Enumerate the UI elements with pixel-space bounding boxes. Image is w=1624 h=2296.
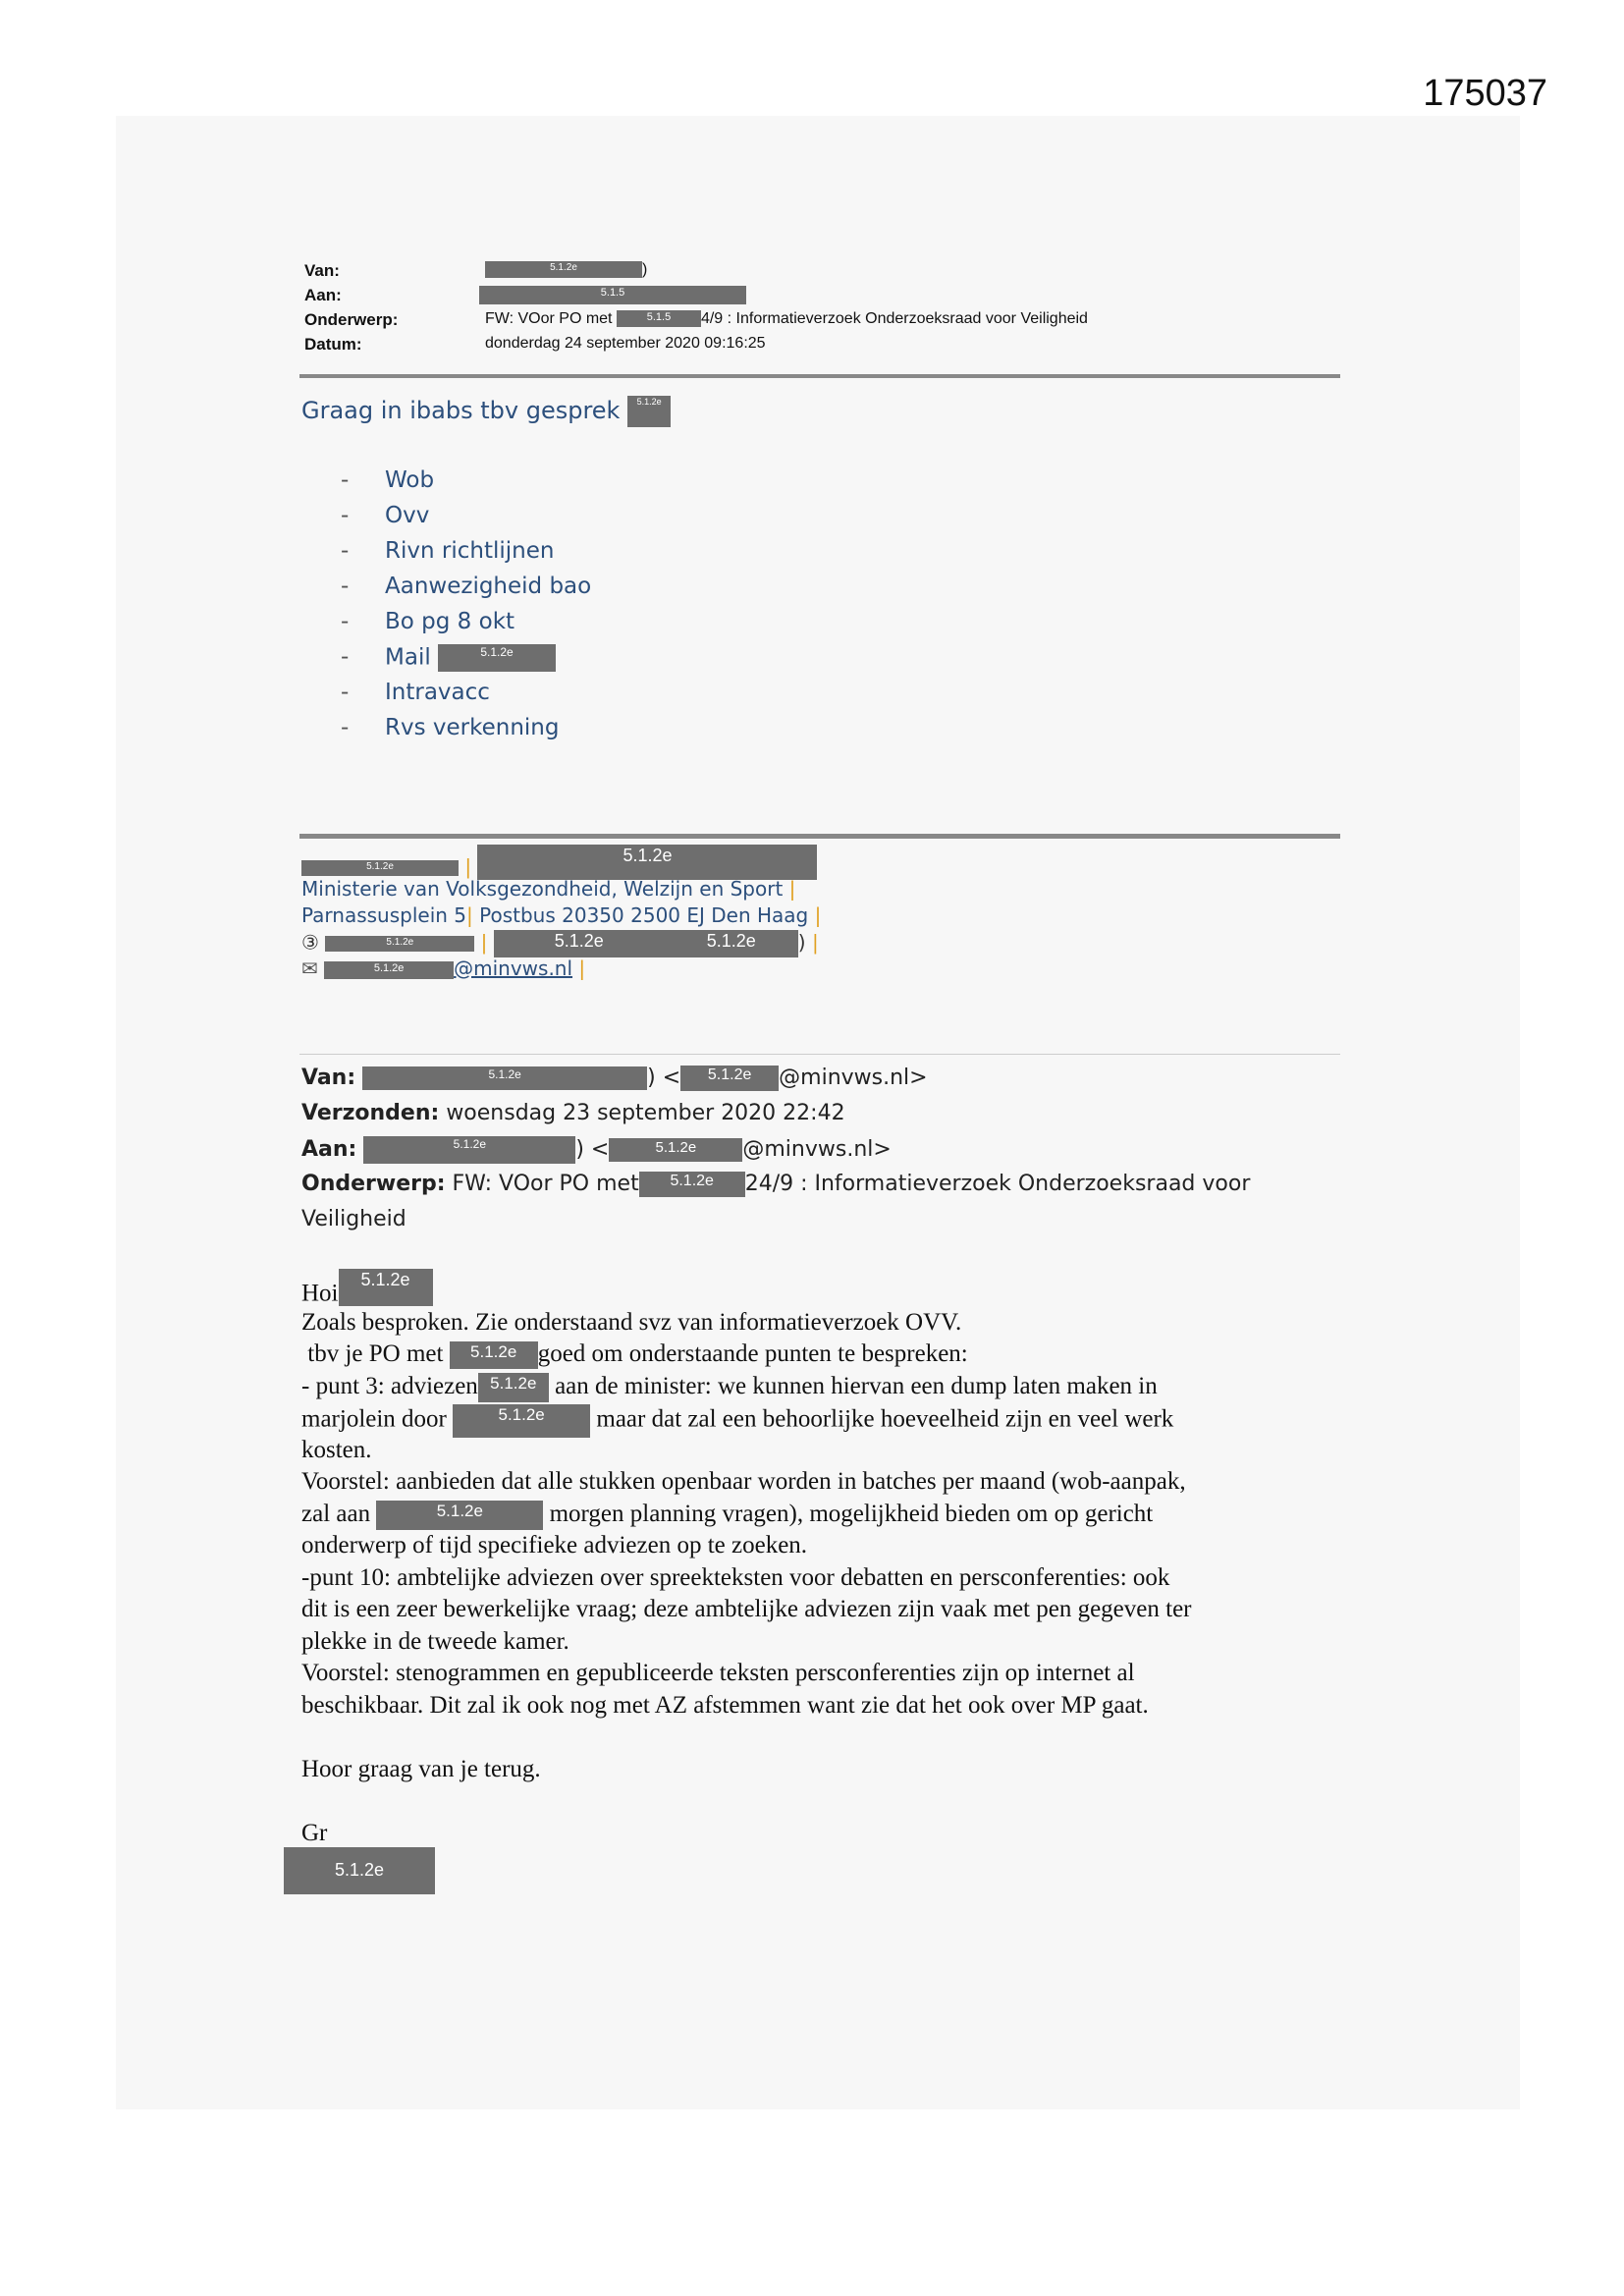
redaction-box: 5.1.2e bbox=[665, 930, 798, 957]
sign-off: Gr bbox=[301, 1819, 328, 1846]
body-line: Zoals besproken. Zie onderstaand svz van informatieverzoek OVV. bbox=[301, 1308, 962, 1336]
redaction-box: 5.1.2e bbox=[494, 930, 665, 957]
separator: | bbox=[578, 957, 586, 980]
onderwerp-continued: Veiligheid bbox=[301, 1207, 406, 1231]
body-line-part: morgen planning vragen), mogelijkheid bieden om op gericht bbox=[549, 1500, 1154, 1527]
redaction-box: 5.1.5 bbox=[479, 286, 746, 304]
redaction-box: 5.1.2e bbox=[284, 1847, 435, 1894]
body-line-part: goed om onderstaande punten te bespreken: bbox=[537, 1340, 968, 1367]
onderwerp-prefix: FW: VOor PO met bbox=[485, 310, 613, 327]
separator: | bbox=[788, 877, 796, 901]
signature-block bbox=[301, 846, 822, 983]
redaction-box: 5.1.2e bbox=[324, 961, 454, 979]
separator: | bbox=[814, 903, 822, 927]
redaction-box: 5.1.2e bbox=[485, 261, 642, 278]
body-line: Voorstel: stenogrammen en gepubliceerde teksten persconferenties zijn op internet al bbox=[301, 1660, 1135, 1686]
verzonden-value: woensdag 23 september 2020 22:42 bbox=[446, 1101, 845, 1125]
agenda-list bbox=[341, 467, 591, 750]
body-line: dit is een zeer bewerkelijke vraag; deze ambtelijke adviezen zijn vaak met pen gegeven ter bbox=[301, 1596, 1192, 1622]
van-label: Van: bbox=[304, 261, 340, 280]
body-line: beschikbaar. Dit zal ik ook nog met AZ afstemmen want zie dat het ook over MP gaat. bbox=[301, 1691, 1149, 1719]
redaction-box: 5.1.2e bbox=[453, 1404, 590, 1438]
body-line: -punt 10: ambtelijke adviezen over spreekteksten voor debatten en persconferenties: ook bbox=[301, 1563, 1170, 1591]
body-line: kosten. bbox=[301, 1436, 372, 1463]
separator: | bbox=[464, 854, 472, 879]
body-line-part: tbv je PO met bbox=[307, 1340, 444, 1367]
redaction-box: 5.1.2e bbox=[339, 1269, 433, 1306]
datum-label: Datum: bbox=[304, 335, 362, 354]
phone-paren: ) bbox=[797, 930, 806, 955]
greeting: Hoi bbox=[301, 1280, 339, 1307]
redaction-box: 5.1.2e bbox=[438, 644, 556, 672]
verzonden-label: Verzonden: bbox=[301, 1101, 440, 1125]
aan-label: Aan: bbox=[304, 286, 342, 304]
list-item: - Ovv bbox=[341, 503, 591, 538]
onderwerp-label: Onderwerp: bbox=[304, 310, 399, 329]
body-line: plekke in de tweede kamer. bbox=[301, 1627, 569, 1655]
aan-label: Aan: bbox=[301, 1137, 357, 1162]
list-item bbox=[341, 644, 591, 680]
phone-icon: ③ bbox=[301, 930, 319, 955]
email-domain-link[interactable]: @minvws.nl bbox=[454, 957, 573, 980]
redaction-box: 5.1.5 bbox=[617, 310, 701, 327]
list-item: - Intravacc bbox=[341, 680, 591, 715]
aan-tail: ) < bbox=[575, 1137, 610, 1162]
body-line-part: zal aan bbox=[301, 1500, 371, 1527]
list-item: - Aanwezigheid bao bbox=[341, 574, 591, 609]
van-domain: @minvws.nl> bbox=[779, 1066, 928, 1090]
note-intro-text: Graag in ibabs tbv gesprek bbox=[301, 397, 621, 424]
list-item-label: Mail bbox=[385, 644, 431, 671]
redaction-box: 5.1.2e bbox=[363, 1136, 575, 1164]
body-line-part: marjolein door bbox=[301, 1405, 447, 1433]
van-tail: ) < bbox=[647, 1066, 681, 1090]
separator: | bbox=[466, 903, 473, 927]
onderwerp-suffix: 24/9 : Informatieverzoek Onderzoeksraad voor bbox=[744, 1172, 1251, 1196]
document-number: 175037 bbox=[1423, 73, 1547, 114]
redaction-box: 5.1.2e bbox=[301, 860, 459, 876]
redaction-box: 5.1.2e bbox=[627, 396, 671, 427]
onderwerp-prefix: FW: VOor PO met bbox=[452, 1172, 639, 1196]
list-item: - Rvs verkenning bbox=[341, 715, 591, 750]
email-body bbox=[301, 1270, 1342, 1884]
onderwerp-label: Onderwerp: bbox=[301, 1172, 446, 1196]
body-line: Voorstel: aanbieden dat alle stukken openbaar worden in batches per maand (wob-aanpak, bbox=[301, 1468, 1186, 1495]
postbus: Postbus 20350 2500 EJ Den Haag bbox=[479, 903, 809, 927]
ministry-name: Ministerie van Volksgezondheid, Welzijn en Sport bbox=[301, 877, 784, 901]
body-line-part: maar dat zal een behoorlijke hoeveelheid zijn en veel werk bbox=[596, 1405, 1174, 1433]
separator: | bbox=[811, 930, 819, 955]
divider bbox=[299, 1054, 1340, 1055]
address: Parnassusplein 5 bbox=[301, 903, 467, 927]
list-item: - Bo pg 8 okt bbox=[341, 609, 591, 644]
redaction-box: 5.1.2e bbox=[680, 1066, 779, 1091]
body-line-part: aan de minister: we kunnen hiervan een dump laten maken in bbox=[555, 1372, 1158, 1399]
closing-line: Hoor graag van je terug. bbox=[301, 1755, 541, 1782]
separator: | bbox=[480, 930, 488, 955]
aan-domain: @minvws.nl> bbox=[742, 1137, 892, 1162]
datum-value: donderdag 24 september 2020 09:16:25 bbox=[485, 335, 766, 352]
redaction-box: 5.1.2e bbox=[609, 1138, 742, 1162]
divider bbox=[299, 834, 1340, 839]
list-item: - Rivn richtlijnen bbox=[341, 538, 591, 574]
van-label: Van: bbox=[301, 1066, 356, 1090]
email-header-forwarded bbox=[301, 1066, 1250, 1242]
redaction-box: 5.1.2e bbox=[376, 1501, 543, 1530]
redaction-box: 5.1.2e bbox=[325, 936, 474, 952]
redaction-box: 5.1.2e bbox=[450, 1341, 538, 1369]
list-item: - Wob bbox=[341, 467, 591, 503]
redaction-box: 5.1.2e bbox=[639, 1172, 745, 1197]
note-intro bbox=[301, 396, 671, 427]
redaction-box: 5.1.2e bbox=[362, 1066, 647, 1090]
redaction-box: 5.1.2e bbox=[478, 1373, 549, 1402]
redaction-box: 5.1.2e bbox=[477, 845, 817, 880]
body-line: onderwerp of tijd specifieke adviezen op te zoeken. bbox=[301, 1532, 808, 1558]
body-line-part: - punt 3: adviezen bbox=[301, 1372, 478, 1399]
onderwerp-suffix: 4/9 : Informatieverzoek Onderzoeksraad voor Veiligheid bbox=[700, 310, 1088, 327]
divider bbox=[299, 374, 1340, 378]
envelope-icon: ✉ bbox=[301, 957, 318, 980]
van-suffix: ) bbox=[642, 261, 648, 278]
